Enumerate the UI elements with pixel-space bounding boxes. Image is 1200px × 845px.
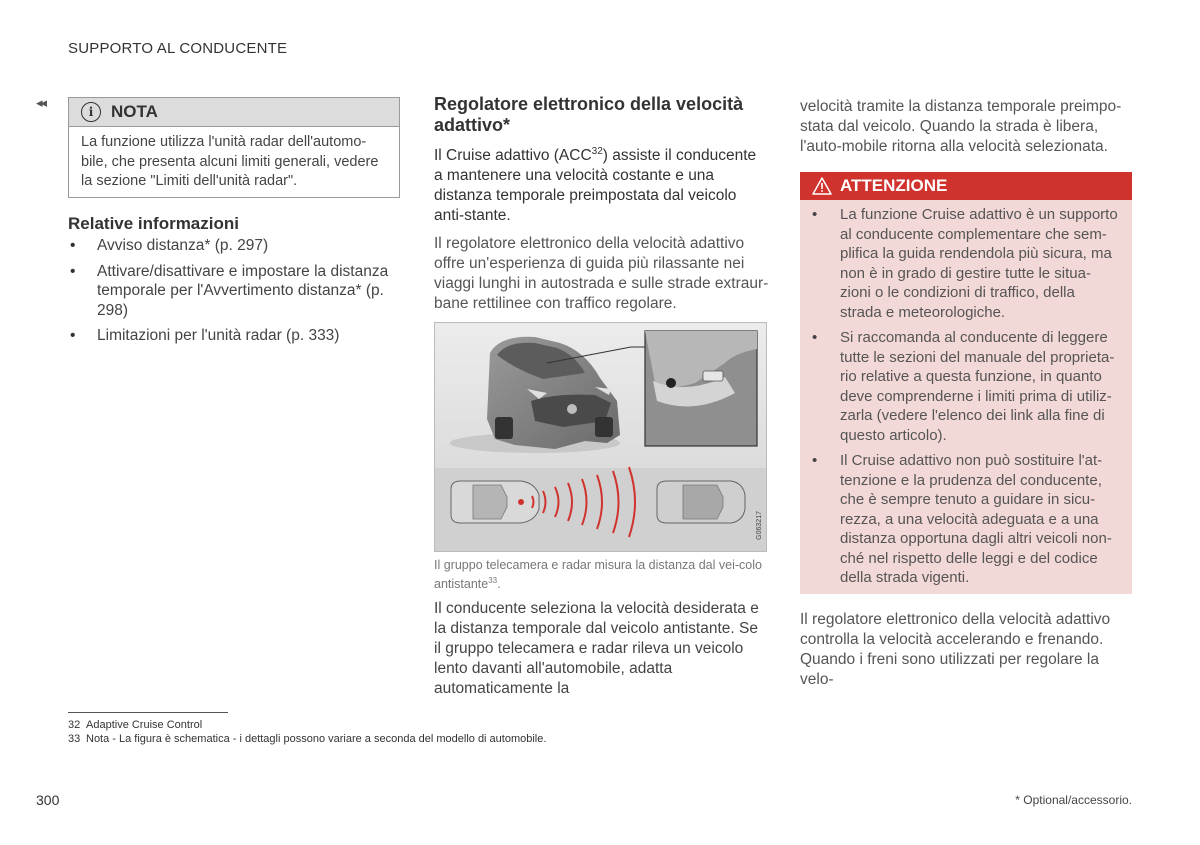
intro-paragraph bbox=[434, 142, 769, 226]
acc-illustration bbox=[434, 322, 767, 552]
own-car-topview bbox=[451, 481, 539, 523]
warning-item: • Il Cruise adattivo non può sostituire l'at-tenzione e la prudenza del conducente, che è sempre tenuto a guidare in sicu-rezza, a una velocità adeguata e a una distanza opportuna dagli altri veicoli non-ché nel rispetto delle leggi e del codice della strada vigenti. bbox=[812, 451, 1118, 588]
footnotes bbox=[68, 718, 546, 746]
related-link[interactable]: • Avviso distanza* (p. 297) bbox=[68, 236, 403, 256]
body-paragraph: Il regolatore elettronico della velocità adattivo controlla la velocità accelerando e frenando. Quando i freni sono utilizzati per regolare la velo- bbox=[800, 611, 1111, 688]
footnote-item bbox=[68, 718, 546, 732]
warning-triangle-icon bbox=[812, 177, 832, 195]
footnote-text: Nota - La figura è schematica - i dettagli possono variare a seconda del modello di automobile. bbox=[86, 733, 547, 745]
note-title: NOTA bbox=[111, 102, 158, 121]
footnote-divider bbox=[68, 712, 228, 713]
warning-header bbox=[800, 172, 1132, 200]
body-paragraph: Il conducente seleziona la velocità desiderata e la distanza temporale dal veicolo antistante. Se il gruppo telecamera e radar rileva un veicolo lento davanti all'automobile, adatta automaticamente la bbox=[434, 600, 759, 697]
note-header bbox=[69, 98, 399, 127]
page-section-title: SUPPORTO AL CONDUCENTE bbox=[68, 40, 288, 57]
footnote-number: 33 bbox=[68, 733, 81, 745]
figure-code: G063217 bbox=[756, 511, 763, 540]
body-paragraph: velocità tramite la distanza temporale preimpo-stata dal veicolo. Quando la strada è libera, l'auto-mobile ritorna alla velocità selezionata. bbox=[800, 98, 1122, 155]
note-body: La funzione utilizza l'unità radar dell'automo-bile, che presenta alcuni limiti generali, vedere la sezione "Limiti dell'unità radar". bbox=[81, 134, 379, 189]
info-icon: i bbox=[81, 102, 101, 122]
intro-text-end: ) assiste il conducente a mantenere una velocità costante e una distanza temporale preimpostata dal veicolo anti-stante. bbox=[434, 147, 757, 225]
lead-car-topview bbox=[657, 481, 745, 523]
related-link[interactable]: • Attivare/disattivare e impostare la distanza temporale per l'Avvertimento distanza* (p. 298) bbox=[68, 262, 403, 321]
body-paragraph: Il regolatore elettronico della velocità adattivo offre un'esperienza di guida più rilassante nei viaggi lunghi in autostrada e sulle strade extraur-bane rettilinee con traffico regolare. bbox=[434, 235, 769, 312]
acc-illustration-svg bbox=[435, 323, 766, 551]
related-heading: Relative informazioni bbox=[68, 214, 239, 233]
footnote-text: Adaptive Cruise Control bbox=[86, 719, 203, 731]
section-title: Regolatore elettronico della velocità adattivo* bbox=[434, 94, 744, 135]
warning-box bbox=[800, 172, 1132, 594]
caption-text: Il gruppo telecamera e radar misura la distanza dal vei-colo antistante bbox=[434, 558, 762, 592]
intro-text: Il Cruise adattivo (ACC bbox=[434, 147, 592, 165]
figure-caption bbox=[434, 557, 769, 592]
page-number: 300 bbox=[36, 792, 60, 808]
footnote-number: 32 bbox=[68, 719, 81, 731]
related-link[interactable]: • Limitazioni per l'unità radar (p. 333) bbox=[68, 326, 403, 346]
footnote-ref[interactable]: 32 bbox=[591, 146, 603, 157]
warning-title: ATTENZIONE bbox=[840, 176, 948, 195]
footnote-ref[interactable]: 33 bbox=[488, 576, 498, 585]
warning-item: • Si raccomanda al conducente di leggere tutte le sezioni del manuale del proprieta-rio relative a questa funzione, in quanto deve comprenderne i limiti prima di utiliz-zarla (vedere l'elenco dei link alla fine di questo articolo). bbox=[812, 328, 1118, 445]
warning-list bbox=[800, 200, 1132, 588]
note-box bbox=[68, 97, 400, 198]
related-list bbox=[68, 236, 403, 352]
warning-item: • La funzione Cruise adattivo è un supporto al conducente complementare che sem-plifica la guida rendendola più sicura, ma non è in grado di gestire tutte le situa-zioni o le condizioni di traffico, della strada e meteorologiche. bbox=[812, 205, 1118, 322]
back-nav-icon[interactable]: ◂◂ bbox=[36, 95, 46, 110]
optional-note: * Optional/accessorio. bbox=[1015, 793, 1132, 807]
caption-end: . bbox=[497, 577, 501, 592]
footnote-item bbox=[68, 732, 546, 746]
